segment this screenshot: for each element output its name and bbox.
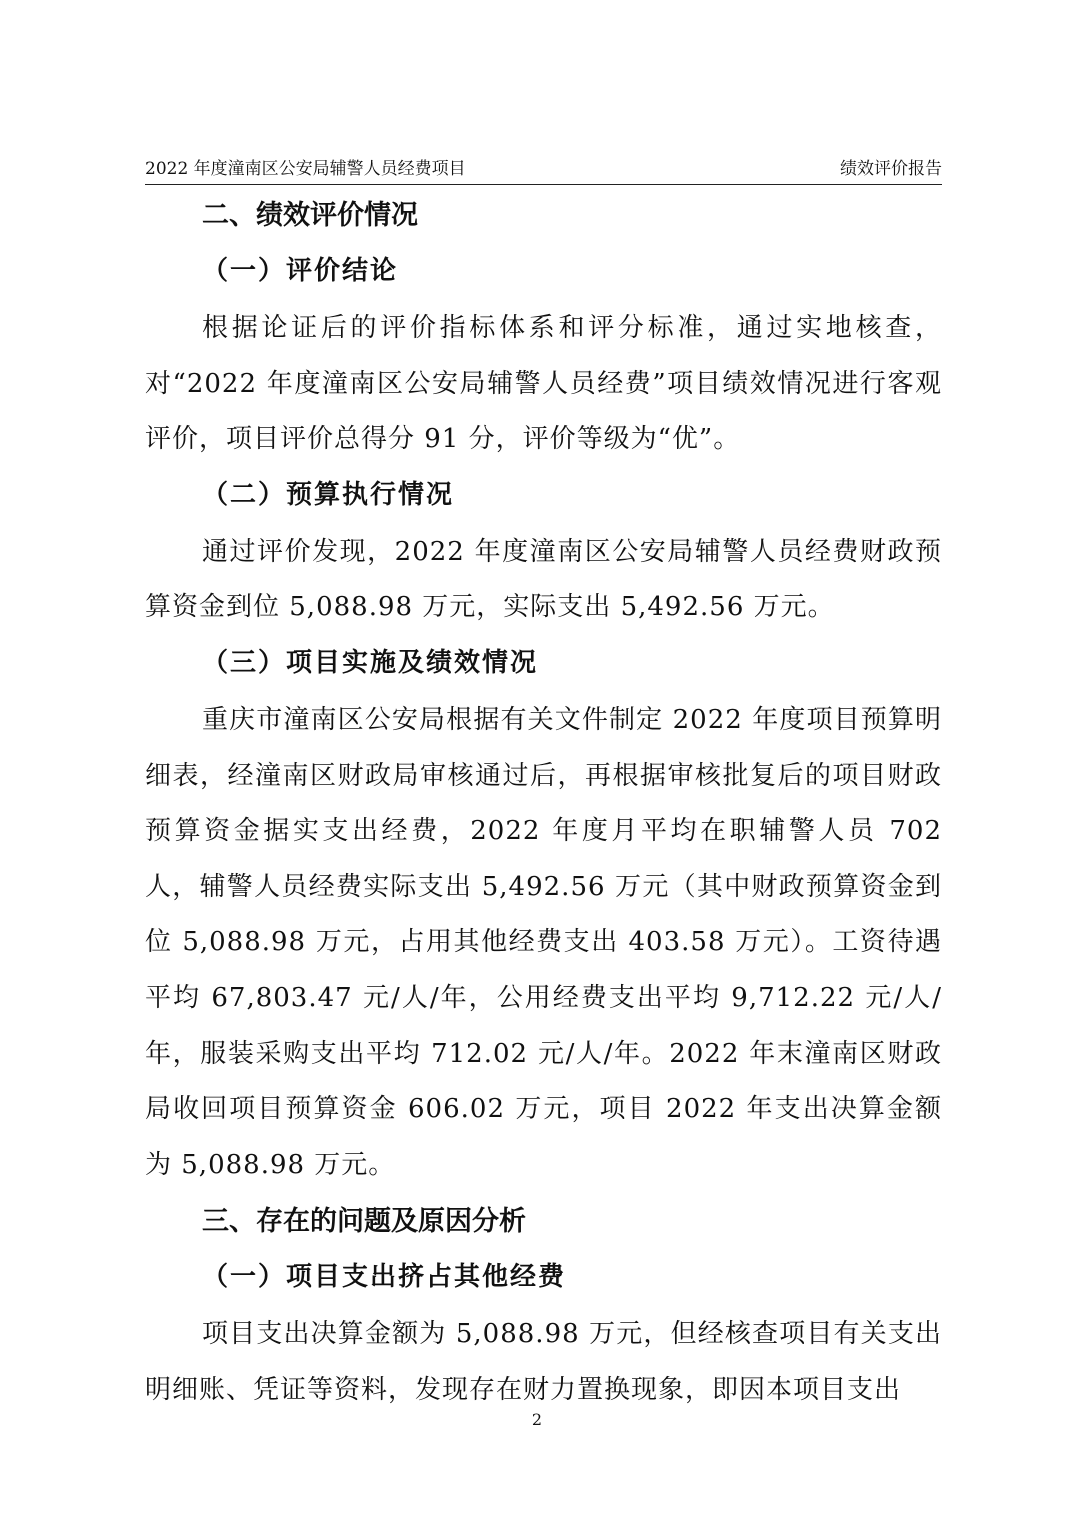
- page-header: [145, 156, 942, 185]
- section-3-heading: 三、存在的问题及原因分析: [202, 1206, 526, 1238]
- document-body: [145, 187, 942, 1419]
- section-3-1-paragraph: 项目支出决算金额为 5,088.98 万元，但经核查项目有关支出明细账、凭证等资料，发现存在财力置换现象，即因本项目支出: [145, 1319, 942, 1405]
- section-2-1-paragraph: 根据论证后的评价指标体系和评分标准，通过实地核查，对“2022 年度潼南区公安局辅警人员经费”项目绩效情况进行客观评价，项目评价总得分 91 分，评价等级为“优”。: [145, 313, 942, 455]
- section-2-2-paragraph: 通过评价发现，2022 年度潼南区公安局辅警人员经费财政预算资金到位 5,088.98 万元，实际支出 5,492.56 万元。: [145, 536, 942, 623]
- section-2-heading: 二、绩效评价情况: [202, 200, 418, 231]
- section-2-2-heading: （二）预算执行情况: [202, 479, 455, 510]
- header-report-type: 绩效评价报告: [840, 159, 942, 179]
- page-number: 2: [531, 1410, 543, 1429]
- section-2-3-paragraph: 重庆市潼南区公安局根据有关文件制定 2022 年度项目预算明细表，经潼南区财政局审核通过后，再根据审核批复后的项目财政预算资金据实支出经费，2022 年度月平均在职辅警人员 702 人，辅警人员经费实际支出 5,492.56 万元（其中财政预算资金到位 5,088.98 万元，占用其他经费支出 403.58 万元）。工资待遇平均 67,803.47 元/人/年，公用经费支出平均 9,712.22 元/人/年，服装采购支出平均 712.02 元/人/年。2022 年末潼南区财政局收回项目预算资金 606.02 万元，项目 2022 年支出决算金额为 5,088.98 万元。: [145, 704, 942, 1180]
- section-2-3-heading: （三）项目实施及绩效情况: [202, 647, 539, 678]
- section-2-1-heading: （一）评价结论: [202, 256, 399, 286]
- section-3-1-heading: （一）项目支出挤占其他经费: [202, 1262, 567, 1293]
- header-project-title: 2022 年度潼南区公安局辅警人员经费项目: [145, 159, 466, 179]
